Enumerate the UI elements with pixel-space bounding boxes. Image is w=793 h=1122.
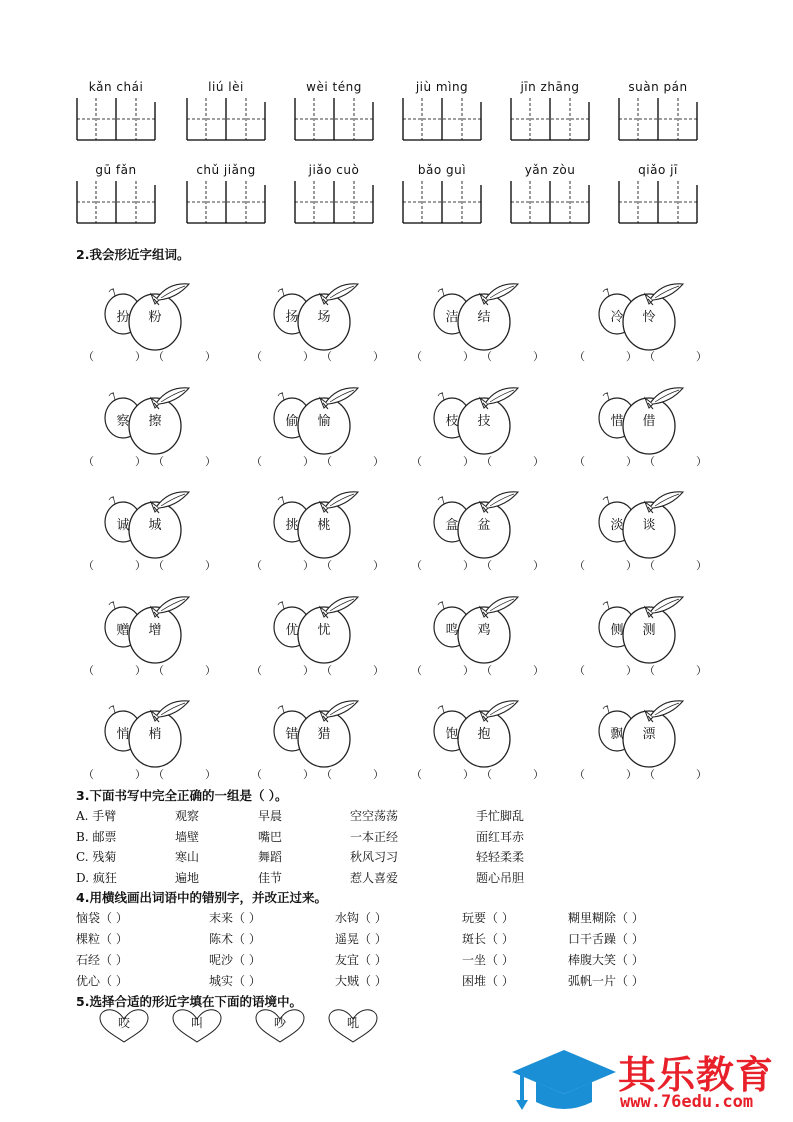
apple-char-left: 飘: [610, 727, 624, 742]
option-label: B. 邮票: [76, 829, 117, 844]
answer-paren-open[interactable]: （: [481, 664, 492, 677]
answer-paren-close: ）: [696, 559, 707, 572]
pinyin-label: jiǎo cuò: [308, 163, 360, 177]
wrong-word-item[interactable]: 弧帆一片（ ）: [568, 974, 644, 988]
answer-paren-close: ）: [135, 455, 146, 468]
answer-paren-open[interactable]: （: [83, 768, 94, 781]
option-word: 早晨: [258, 809, 283, 823]
writing-grid[interactable]: [510, 181, 590, 223]
answer-paren-open[interactable]: （: [644, 455, 655, 468]
apple-char-right: 结: [477, 310, 491, 325]
answer-paren-open[interactable]: （: [153, 455, 164, 468]
apple-char-left: 惜: [610, 414, 624, 429]
answer-paren-open[interactable]: （: [644, 768, 655, 781]
pinyin-label: liú lèi: [208, 80, 244, 94]
pinyin-label: suàn pán: [628, 80, 688, 94]
answer-paren-open[interactable]: （: [411, 768, 422, 781]
wrong-word-item[interactable]: 城实（ ）: [209, 974, 261, 988]
apple-char-right: 抱: [477, 727, 491, 742]
apple-char-right: 增: [148, 623, 162, 638]
apple-char-right: 忧: [317, 623, 331, 638]
apple-char-right: 测: [642, 623, 656, 638]
answer-paren-open[interactable]: （: [481, 455, 492, 468]
answer-paren-close: ）: [463, 664, 474, 677]
answer-paren-open[interactable]: （: [574, 559, 585, 572]
apple-pair: [597, 593, 687, 665]
apple-char-left: 扮: [116, 310, 130, 325]
answer-paren-close: ）: [463, 768, 474, 781]
wrong-word-item[interactable]: 恼袋（ ）: [76, 911, 128, 925]
apple-char-right: 粉: [148, 310, 162, 325]
writing-grid[interactable]: [76, 98, 156, 140]
answer-paren-open[interactable]: （: [153, 664, 164, 677]
wrong-word-item[interactable]: 大贼（ ）: [335, 974, 387, 988]
apple-pair: [597, 488, 687, 560]
heart-option[interactable]: [171, 1008, 223, 1044]
answer-paren-open[interactable]: （: [251, 350, 262, 363]
answer-paren-open[interactable]: （: [481, 559, 492, 572]
option-word: 遍地: [175, 870, 200, 885]
option-word: 观察: [175, 809, 200, 823]
writing-grid[interactable]: [510, 98, 590, 140]
pinyin-label: jīn zhāng: [520, 80, 580, 94]
writing-grid[interactable]: [294, 181, 374, 223]
apple-char-left: 扬: [285, 310, 299, 325]
apple-pair: [272, 280, 362, 352]
answer-paren-close: ）: [626, 455, 637, 468]
apple-char-right: 谈: [642, 518, 656, 533]
apple-pair: [103, 593, 193, 665]
apple-pair: [597, 697, 687, 769]
answer-paren-open[interactable]: （: [321, 559, 332, 572]
answer-paren-close: ）: [696, 768, 707, 781]
writing-grid[interactable]: [294, 98, 374, 140]
apple-pair: [597, 280, 687, 352]
apple-char-right: 技: [477, 414, 491, 429]
answer-paren-open[interactable]: （: [574, 768, 585, 781]
apple-pair: [432, 593, 522, 665]
heart-option[interactable]: [254, 1008, 306, 1044]
wrong-word-item[interactable]: 呢沙（ ）: [209, 953, 261, 967]
option-label: C. 残菊: [76, 850, 117, 864]
answer-paren-open[interactable]: （: [83, 664, 94, 677]
pinyin-label: qiǎo jī: [638, 163, 678, 177]
apple-char-right: 盆: [477, 518, 491, 533]
answer-paren-open[interactable]: （: [574, 664, 585, 677]
apple-pair: [432, 697, 522, 769]
answer-paren-open[interactable]: （: [153, 768, 164, 781]
apple-pair: [103, 280, 193, 352]
apple-char-left: 枝: [445, 414, 459, 429]
answer-paren-open[interactable]: （: [411, 559, 422, 572]
writing-grid[interactable]: [76, 181, 156, 223]
wrong-word-item[interactable]: 困堆（ ）: [462, 974, 514, 988]
wrong-word-item[interactable]: 一坐（ ）: [462, 953, 514, 967]
apple-char-right: 漂: [642, 727, 656, 742]
q3-heading: 3.下面书写中完全正确的一组是（ ）。: [76, 788, 288, 803]
option-word: 寒山: [175, 850, 200, 864]
option-word: 题心吊胆: [476, 870, 525, 885]
answer-paren-open[interactable]: （: [251, 455, 262, 468]
apple-char-right: 愉: [317, 414, 331, 429]
wrong-word-item[interactable]: 水钩（ ）: [335, 911, 387, 925]
option-word: 空空荡荡: [350, 809, 399, 823]
answer-paren-open[interactable]: （: [644, 350, 655, 363]
wrong-word-item[interactable]: 友宜（ ）: [335, 953, 387, 967]
option-word: 秋风习习: [350, 850, 399, 864]
apple-char-right: 鸡: [477, 623, 491, 638]
apple-char-left: 洁: [445, 310, 459, 325]
answer-paren-open[interactable]: （: [251, 664, 262, 677]
apple-pair: [432, 384, 522, 456]
apple-char-left: 饱: [445, 727, 459, 742]
writing-grid[interactable]: [186, 98, 266, 140]
writing-grid[interactable]: [186, 181, 266, 223]
answer-paren-close: ）: [205, 664, 216, 677]
apple-char-right: 借: [642, 414, 656, 429]
option-word: 惹人喜爱: [350, 870, 399, 885]
apple-char-right: 桃: [317, 518, 331, 533]
answer-paren-close: ）: [696, 664, 707, 677]
answer-paren-open[interactable]: （: [251, 559, 262, 572]
wrong-word-item[interactable]: 糊里糊除（ ）: [568, 911, 644, 925]
answer-paren-close: ）: [626, 664, 637, 677]
wrong-word-item[interactable]: 遥晃（ ）: [335, 932, 387, 946]
answer-paren-close: ）: [303, 455, 314, 468]
answer-paren-open[interactable]: （: [321, 664, 332, 677]
answer-paren-close: ）: [373, 559, 384, 572]
apple-char-left: 鸣: [445, 623, 459, 638]
apple-char-left: 优: [285, 623, 299, 638]
answer-paren-open[interactable]: （: [411, 350, 422, 363]
apple-char-left: 偷: [285, 414, 299, 429]
brand-logo: [512, 1040, 792, 1120]
answer-paren-open[interactable]: （: [321, 768, 332, 781]
apple-char-left: 冷: [610, 310, 624, 325]
apple-pair: [272, 593, 362, 665]
apple-char-left: 悄: [116, 727, 130, 742]
answer-paren-open[interactable]: （: [153, 559, 164, 572]
graduation-cap-icon: [512, 1046, 617, 1116]
apple-char-left: 赠: [116, 623, 130, 638]
apple-char-left: 淡: [610, 518, 624, 533]
answer-paren-close: ）: [373, 455, 384, 468]
answer-paren-close: ）: [373, 768, 384, 781]
apple-char-left: 侧: [610, 623, 624, 638]
apple-char-left: 挑: [285, 518, 299, 533]
apple-pair: [272, 488, 362, 560]
answer-paren-close: ）: [626, 768, 637, 781]
wrong-word-item[interactable]: 棒腹大笑（ ）: [568, 953, 644, 967]
answer-paren-close: ）: [135, 768, 146, 781]
logo-name: 其乐教育: [618, 1053, 775, 1097]
answer-paren-open[interactable]: （: [411, 455, 422, 468]
pinyin-label: wèi téng: [306, 80, 362, 94]
writing-grid[interactable]: [618, 98, 698, 140]
answer-paren-close: ）: [696, 455, 707, 468]
apple-pair: [597, 384, 687, 456]
apple-char-left: 诚: [116, 518, 130, 533]
answer-paren-open[interactable]: （: [481, 768, 492, 781]
option-word: 嘴巴: [258, 829, 283, 844]
pinyin-label: chǔ jiǎng: [196, 163, 256, 177]
pinyin-label: yǎn zòu: [524, 163, 576, 177]
option-word: 面红耳赤: [476, 829, 525, 844]
answer-paren-open[interactable]: （: [83, 350, 94, 363]
writing-grid[interactable]: [402, 98, 482, 140]
answer-paren-close: ）: [303, 559, 314, 572]
answer-paren-close: ）: [373, 664, 384, 677]
option-word: 舞蹈: [258, 850, 283, 864]
answer-paren-close: ）: [463, 559, 474, 572]
q5-heading: 5.选择合适的形近字填在下面的语境中。: [76, 994, 302, 1009]
answer-paren-open[interactable]: （: [153, 350, 164, 363]
answer-paren-close: ）: [463, 455, 474, 468]
answer-paren-open[interactable]: （: [481, 350, 492, 363]
answer-paren-open[interactable]: （: [321, 350, 332, 363]
answer-paren-close: ）: [533, 664, 544, 677]
apple-char-right: 梢: [148, 727, 162, 742]
writing-grid[interactable]: [618, 181, 698, 223]
pinyin-label: gū fǎn: [95, 163, 137, 177]
answer-paren-close: ）: [626, 350, 637, 363]
answer-paren-close: ）: [205, 455, 216, 468]
heart-char: 叫: [190, 1016, 203, 1030]
answer-paren-close: ）: [303, 350, 314, 363]
apple-char-left: 察: [116, 414, 130, 429]
heart-char: 吵: [273, 1016, 286, 1030]
wrong-word-item[interactable]: 末来（ ）: [209, 911, 261, 925]
wrong-word-item[interactable]: 棵粒（ ）: [76, 932, 128, 946]
answer-paren-close: ）: [533, 455, 544, 468]
answer-paren-open[interactable]: （: [251, 768, 262, 781]
answer-paren-close: ）: [463, 350, 474, 363]
heart-option[interactable]: [98, 1008, 150, 1044]
answer-paren-open[interactable]: （: [644, 559, 655, 572]
answer-paren-close: ）: [533, 350, 544, 363]
apple-char-right: 城: [148, 518, 162, 533]
wrong-word-item[interactable]: 陈术（ ）: [209, 932, 261, 946]
pinyin-label: bǎo guì: [417, 163, 467, 177]
wrong-word-item[interactable]: 玩要（ ）: [462, 911, 514, 925]
wrong-word-item[interactable]: 斑长（ ）: [462, 932, 514, 946]
answer-paren-close: ）: [696, 350, 707, 363]
apple-char-right: 猎: [317, 727, 331, 742]
heart-char: 吼: [346, 1016, 359, 1030]
apple-char-left: 错: [285, 727, 299, 742]
heart-option[interactable]: [327, 1008, 379, 1044]
writing-grid[interactable]: [402, 181, 482, 223]
answer-paren-close: ）: [205, 350, 216, 363]
answer-paren-open[interactable]: （: [83, 559, 94, 572]
heart-char: 咬: [117, 1016, 130, 1030]
q4-heading: 4.用横线画出词语中的错别字，并改正过来。: [76, 890, 327, 905]
answer-paren-open[interactable]: （: [411, 664, 422, 677]
answer-paren-close: ）: [135, 350, 146, 363]
apple-pair: [272, 697, 362, 769]
pinyin-label: kǎn chái: [88, 80, 144, 94]
wrong-word-item[interactable]: 石经（ ）: [76, 953, 128, 967]
option-word: 轻轻柔柔: [476, 850, 525, 864]
option-word: 墙壁: [175, 829, 200, 844]
answer-paren-close: ）: [373, 350, 384, 363]
pinyin-label: jiù mìng: [415, 80, 469, 94]
answer-paren-close: ）: [533, 768, 544, 781]
answer-paren-open[interactable]: （: [574, 350, 585, 363]
answer-paren-close: ）: [626, 559, 637, 572]
answer-paren-open[interactable]: （: [644, 664, 655, 677]
apple-char-left: 盒: [445, 518, 459, 533]
wrong-word-item[interactable]: 优心（ ）: [76, 974, 128, 988]
answer-paren-close: ）: [135, 559, 146, 572]
option-label: A. 手臂: [76, 809, 117, 823]
answer-paren-close: ）: [205, 559, 216, 572]
apple-char-right: 场: [317, 310, 331, 325]
option-word: 佳节: [258, 870, 283, 885]
option-word: 手忙脚乱: [476, 809, 525, 823]
option-word: 一本正经: [350, 829, 399, 844]
answer-paren-close: ）: [303, 664, 314, 677]
answer-paren-open[interactable]: （: [83, 455, 94, 468]
logo-url: www.76edu.com: [620, 1092, 754, 1112]
q2-heading: 2.我会形近字组词。: [76, 247, 190, 262]
answer-paren-close: ）: [205, 768, 216, 781]
wrong-word-item[interactable]: 口干舌躁（ ）: [568, 932, 644, 946]
answer-paren-open[interactable]: （: [574, 455, 585, 468]
apple-pair: [432, 280, 522, 352]
answer-paren-close: ）: [533, 559, 544, 572]
apple-pair: [103, 697, 193, 769]
apple-pair: [432, 488, 522, 560]
apple-pair: [103, 488, 193, 560]
option-label: D. 疯狂: [76, 870, 117, 885]
apple-pair: [103, 384, 193, 456]
apple-char-right: 怜: [642, 310, 656, 325]
apple-pair: [272, 384, 362, 456]
answer-paren-close: ）: [303, 768, 314, 781]
answer-paren-open[interactable]: （: [321, 455, 332, 468]
apple-char-right: 擦: [148, 414, 162, 429]
answer-paren-close: ）: [135, 664, 146, 677]
